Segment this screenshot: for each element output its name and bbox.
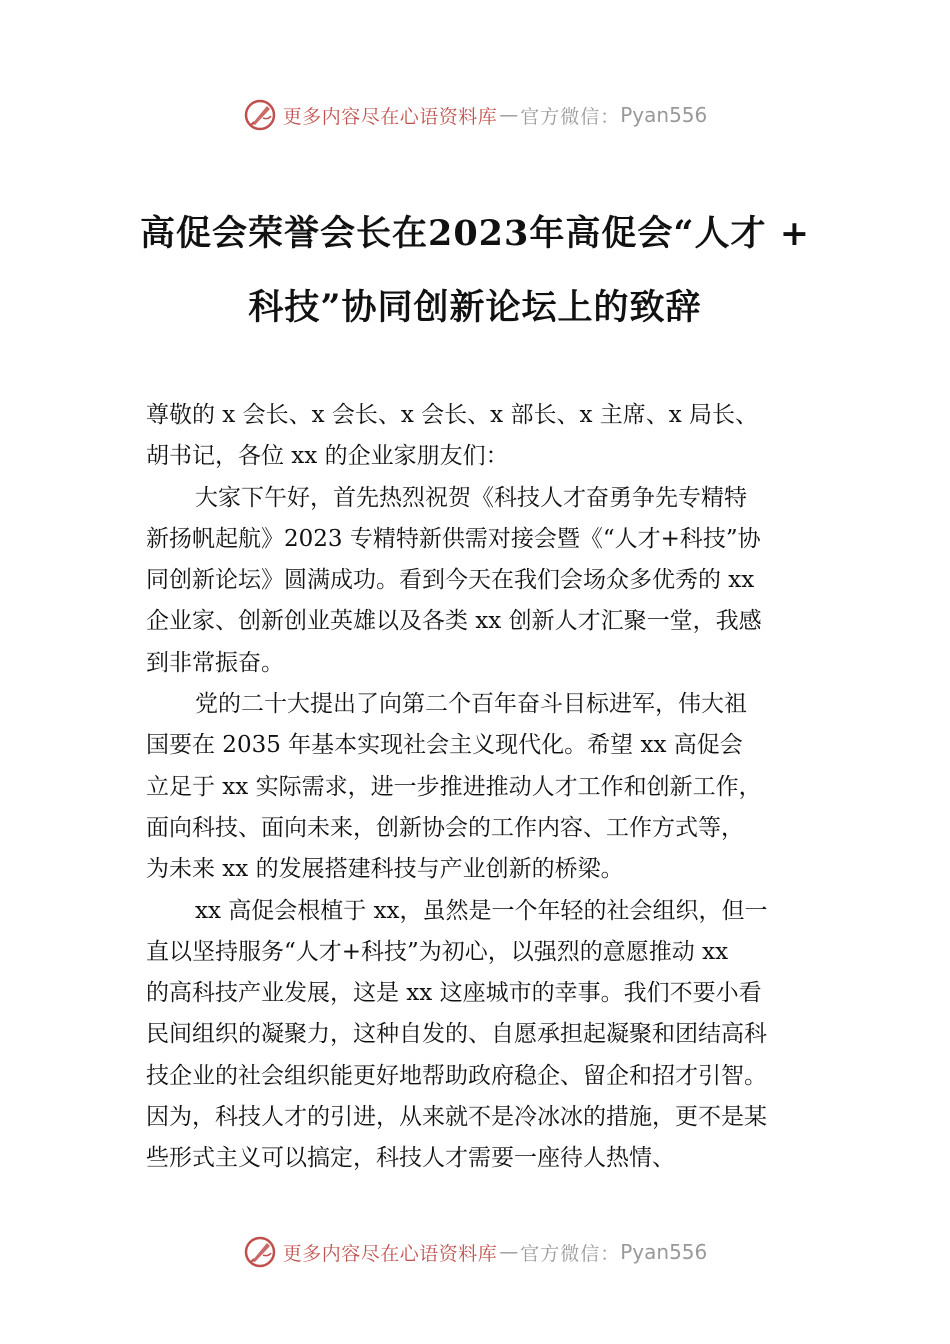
banner-slogan: 更多内容尽在心语资料库 [282,105,498,128]
body-line: 直以坚持服务“人才+科技”为初心，以强烈的意愿推动 xx [146,938,729,965]
body-line: 为未来 xx 的发展搭建科技与产业创新的桥梁。 [146,856,624,883]
body-line: 尊敬的 x 会长、x 会长、x 会长、x 部长、x 主席、x 局长、 [146,402,759,428]
body-line: 到非常振奋。 [146,649,284,676]
body-line: xx 高促会根植于 xx，虽然是一个年轻的社会组织，但一 [195,897,768,924]
body-line: 些形式主义可以搞定，科技人才需要一座待人热情、 [146,1145,675,1172]
document-body [146,395,822,1180]
header-banner [0,95,950,135]
footer-banner [0,1232,950,1272]
body-line: 党的二十大提出了向第二个百年奋斗目标进军，伟大祖 [195,691,747,718]
body-line: 技企业的社会组织能更好地帮助政府稳企、留企和招才引智。 [146,1062,767,1089]
body-line: 的高科技产业发展，这是 xx 这座城市的幸事。我们不要小看 [146,980,762,1007]
banner-dash: — [499,1241,519,1263]
body-line: 面向科技、面向未来，创新协会的工作内容、工作方式等， [146,814,744,841]
banner-wechat-label: 官方微信： [520,1242,621,1265]
body-line: 民间组织的凝聚力，这种自发的、自愿承担起凝聚和团结高科 [146,1021,767,1048]
body-line: 大家下午好，首先热烈祝贺《科技人才奋勇争先专精特 [195,484,747,511]
banner-wechat-label: 官方微信： [520,105,621,128]
quill-circle-logo-icon [243,1235,277,1269]
banner-slogan: 更多内容尽在心语资料库 [282,1242,498,1265]
banner-dash: — [499,104,519,126]
body-line: 因为，科技人才的引进，从来就不是冷冰冰的措施，更不是某 [146,1104,767,1131]
document-title-line-1: 高促会荣誉会长在2023年高促会“人才 + [139,213,811,254]
body-line: 同创新论坛》圆满成功。看到今天在我们会场众多优秀的 xx [146,567,755,594]
banner-wechat-id: Pyan556 [620,1240,708,1264]
document-title-line-2: 科技”协同创新论坛上的致辞 [248,287,702,328]
body-line: 国要在 2035 年基本实现社会主义现代化。希望 xx 高促会 [146,732,743,759]
banner-wechat-id: Pyan556 [620,103,708,127]
quill-circle-logo-icon [243,98,277,132]
body-line: 立足于 xx 实际需求，进一步推进推动人才工作和创新工作， [146,773,762,800]
body-line: 新扬帆起航》2023 专精特新供需对接会暨《“人才+科技”协 [146,525,761,552]
body-line: 胡书记，各位 xx 的企业家朋友们： [146,443,509,470]
body-line: 企业家、创新创业英雄以及各类 xx 创新人才汇聚一堂，我感 [146,608,762,635]
